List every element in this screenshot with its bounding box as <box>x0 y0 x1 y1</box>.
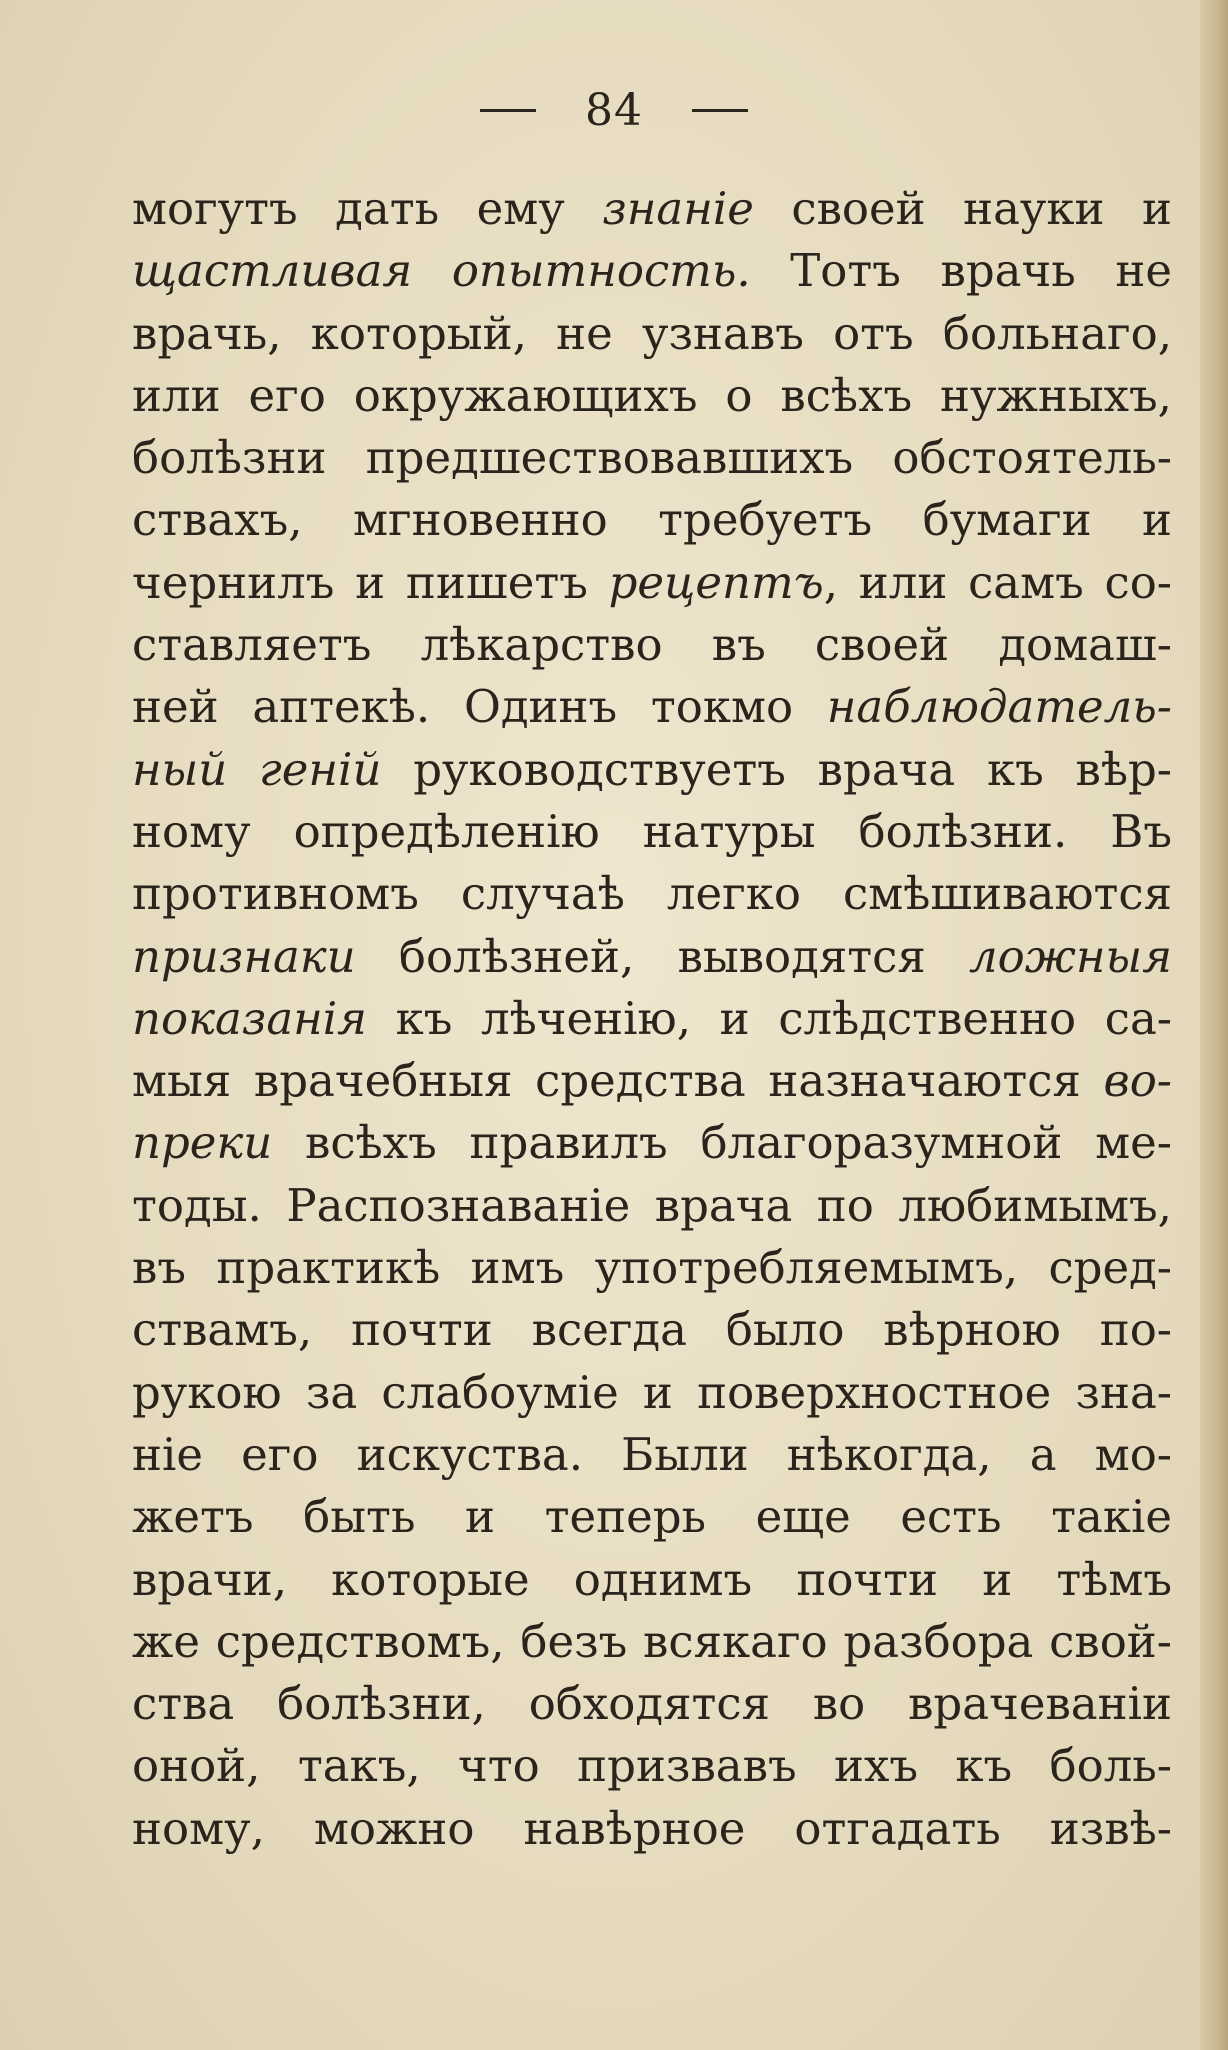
text-line <box>132 739 1172 801</box>
text-segment: ствахъ, мгновенно требуетъ бумаги и <box>132 493 1172 547</box>
text-line <box>132 801 1172 863</box>
text-line <box>132 489 1172 551</box>
text-segment: могутъ дать ему <box>132 182 603 235</box>
text-line <box>132 1486 1172 1548</box>
text-line <box>132 1237 1172 1299</box>
text-segment: врачи, которые однимъ почти и тѣмъ <box>132 1552 1172 1606</box>
text-line <box>132 1112 1172 1174</box>
page-edge <box>1200 0 1228 2050</box>
text-line <box>132 676 1172 738</box>
text-line <box>132 1611 1172 1673</box>
text-segment: къ лѣченію, и слѣдственно са- <box>366 991 1172 1045</box>
text-line <box>132 988 1172 1050</box>
text-line <box>132 427 1172 489</box>
text-segment: ному, можно навѣрное отгадать извѣ- <box>132 1801 1172 1855</box>
text-line <box>132 178 1172 240</box>
page-header <box>0 82 1228 137</box>
text-segment: руководствуетъ врача къ вѣр- <box>381 742 1172 796</box>
text-line <box>132 1175 1172 1237</box>
italic-segment: признаки <box>132 929 356 983</box>
text-line <box>132 1362 1172 1424</box>
left-dash <box>480 109 536 112</box>
text-segment: ствамъ, почти всегда было вѣрною по- <box>132 1303 1172 1357</box>
italic-segment: наблюдатель- <box>826 680 1172 734</box>
text-segment: чернилъ и пишетъ <box>132 555 609 609</box>
text-line <box>132 1424 1172 1486</box>
text-segment: тоды. Распознаваніе врача по любимымъ, <box>132 1178 1172 1232</box>
text-segment: ставляетъ лѣкарство въ своей домаш- <box>132 618 1172 672</box>
italic-segment: знаніе <box>602 182 754 235</box>
italic-segment: во- <box>1103 1054 1172 1108</box>
text-segment: ніе его искуства. Были нѣкогда, а мо- <box>132 1427 1172 1481</box>
italic-segment: преки <box>132 1116 273 1170</box>
text-line <box>132 614 1172 676</box>
text-line <box>132 1299 1172 1361</box>
text-segment: болѣзни предшествовавшихъ обстоятель- <box>132 431 1172 485</box>
text-line <box>132 365 1172 427</box>
italic-segment: рецептъ <box>608 555 824 609</box>
text-segment: въ практикѣ имъ употребляемымъ, сред- <box>132 1241 1172 1295</box>
text-line <box>132 552 1172 614</box>
text-line <box>132 863 1172 925</box>
text-line <box>132 1673 1172 1735</box>
text-segment: своей науки и <box>753 182 1172 235</box>
text-segment: противномъ случаѣ легко смѣшиваются <box>132 867 1172 921</box>
text-segment: , или самъ со- <box>823 555 1172 609</box>
text-segment: всѣхъ правилъ благоразумной ме- <box>272 1116 1172 1170</box>
text-line <box>132 1050 1172 1112</box>
text-line <box>132 1798 1172 1860</box>
text-segment: или его окружающихъ о всѣхъ нужныхъ, <box>132 368 1172 422</box>
page-number: 84 <box>585 84 643 136</box>
italic-segment: ный геній <box>132 742 382 796</box>
italic-segment: щастливая опытность. <box>132 244 751 298</box>
text-segment: ства болѣзни, обходятся во врачеваніи <box>132 1677 1172 1731</box>
text-segment: мыя врачебныя средства назначаются <box>132 1054 1104 1108</box>
body-text <box>132 178 1172 1860</box>
text-segment: же средствомъ, безъ всякаго разбора свой- <box>132 1614 1172 1668</box>
text-segment: ней аптекѣ. Одинъ токмо <box>132 680 827 734</box>
text-line <box>132 1549 1172 1611</box>
text-line <box>132 926 1172 988</box>
right-dash <box>692 109 748 112</box>
text-line <box>132 1735 1172 1797</box>
text-segment: оной, такъ, что призвавъ ихъ къ боль- <box>132 1739 1172 1793</box>
text-segment: ному опредѣленію натуры болѣзни. Въ <box>132 804 1172 858</box>
italic-segment: показанія <box>132 991 367 1045</box>
text-segment: болѣзней, выводятся <box>355 929 970 983</box>
text-segment: рукою за слабоуміе и поверхностное зна- <box>132 1365 1172 1419</box>
text-line <box>132 303 1172 365</box>
text-segment: жетъ быть и теперь еще есть такіе <box>132 1490 1172 1544</box>
text-line <box>132 240 1172 302</box>
italic-segment: ложныя <box>969 929 1172 983</box>
text-segment: врачь, который, не узнавъ отъ больнаго, <box>132 306 1172 360</box>
text-segment: Тотъ врачь не <box>750 244 1172 298</box>
